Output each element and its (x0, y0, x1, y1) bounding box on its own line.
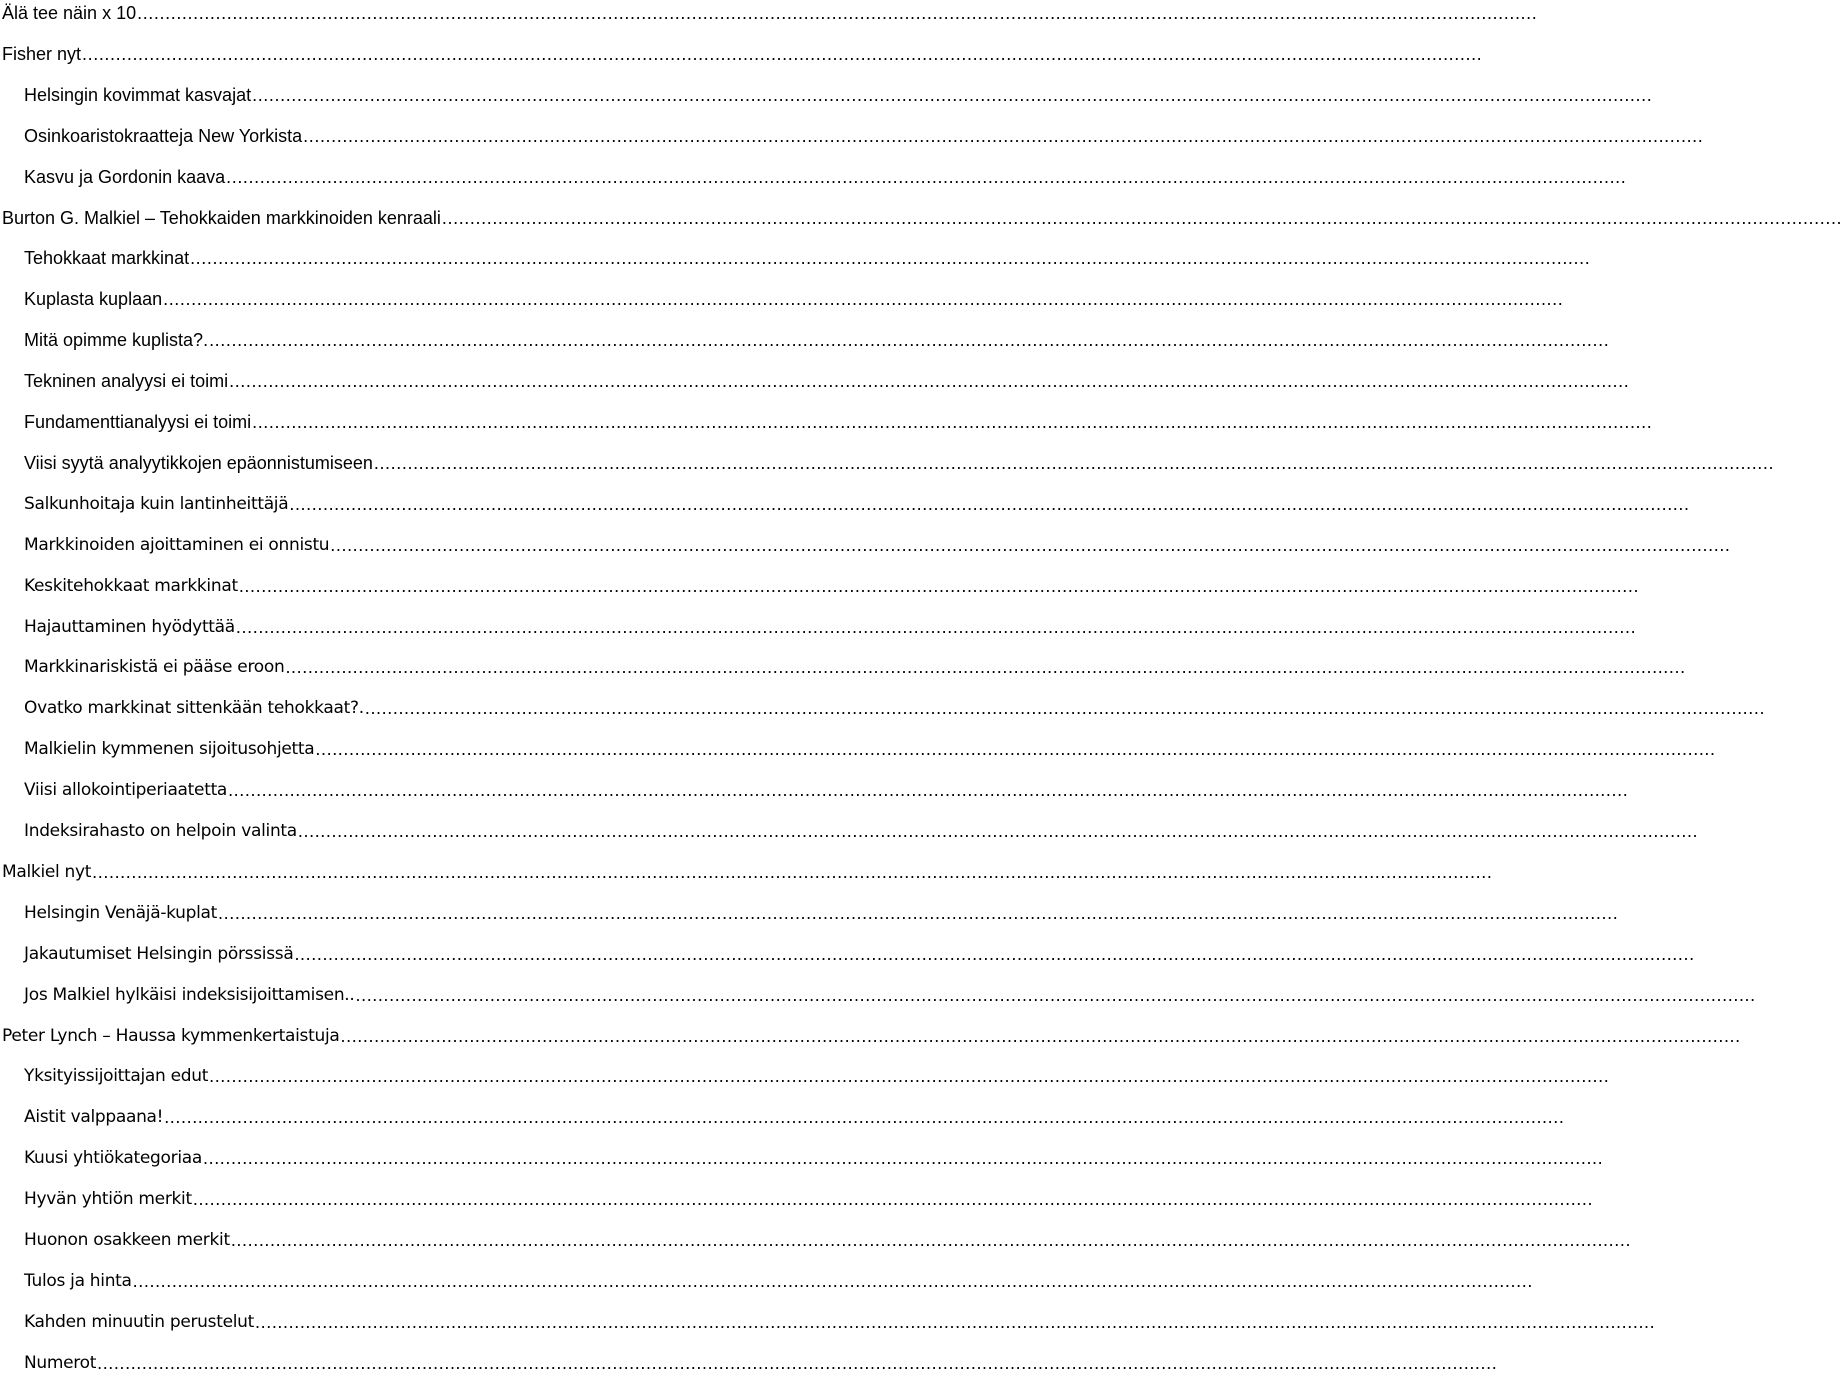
toc-entry[interactable] (24, 245, 1591, 269)
dot-leader: .......................................................................................................................................................................................................................................................... (209, 1066, 1610, 1087)
dot-leader: .......................................................................................................................................................................................................................................................... (238, 575, 1640, 596)
toc-entry[interactable] (24, 327, 1610, 351)
toc-entry-title: Salkunhoitaja kuin lantinheittäjä (24, 493, 289, 514)
dot-leader: .......................................................................................................................................................................................................................................................... (289, 493, 1690, 514)
dot-leader: .......................................................................................................................................................................................................................................................... (97, 1352, 1498, 1373)
toc-entry-title: Kuusi yhtiökategoriaa (24, 1148, 202, 1169)
toc-entry[interactable] (24, 982, 1756, 1006)
dot-leader: .......................................................................................................................................................................................................................................................... (294, 943, 1695, 964)
toc-entry-title: Markkinoiden ajoittaminen ei onnistu (24, 534, 330, 555)
toc-entry[interactable] (24, 1186, 1594, 1210)
dot-leader: .......................................................................................................................................................................................................................................................... (441, 207, 1842, 228)
dot-leader: .......................................................................................................................................................................................................................................................... (229, 371, 1630, 392)
toc-entry[interactable] (24, 654, 1686, 678)
toc-entry-title: Hyvän yhtiön merkit (24, 1189, 192, 1210)
dot-leader: .......................................................................................................................................................................................................................................................... (209, 330, 1610, 351)
toc-entry-title: Kuplasta kuplaan (24, 289, 163, 310)
dot-leader: .......................................................................................................................................................................................................................................................... (137, 3, 1538, 23)
dot-leader: .......................................................................................................................................................................................................................................................... (190, 248, 1591, 269)
dot-leader: .......................................................................................................................................................................................................................................................... (297, 821, 1699, 841)
toc-entry[interactable] (24, 450, 1775, 474)
toc-entry-title: Kahden minuutin perustelut (24, 1311, 255, 1332)
toc-entry[interactable] (24, 82, 1653, 106)
toc-entry-title: Malkielin kymmenen sijoitusohjetta (24, 739, 315, 760)
toc-entry[interactable] (24, 1350, 1498, 1374)
toc-entry[interactable] (24, 1309, 1656, 1333)
toc-entry-title: Burton G. Malkiel – Tehokkaiden markkinoiden kenraali (2, 207, 441, 228)
dot-leader: .......................................................................................................................................................................................................................................................... (255, 1311, 1656, 1332)
toc-entry-title: Malkiel nyt (2, 861, 92, 882)
toc-entry[interactable] (24, 900, 1619, 924)
toc-entry[interactable] (24, 614, 1637, 638)
dot-leader: .......................................................................................................................................................................................................................................................... (252, 84, 1653, 105)
toc-entry[interactable] (24, 941, 1695, 965)
toc-entry-title: Indeksirahasto on helpoin valinta (24, 821, 297, 841)
toc-entry-title: Älä tee näin x 10 (2, 3, 137, 23)
toc-entry-title: Tulos ja hinta (24, 1270, 132, 1291)
toc-entry-title: Osinkoaristokraatteja New Yorkista (24, 125, 303, 146)
dot-leader: .......................................................................................................................................................................................................................................................... (330, 534, 1731, 555)
toc-entry[interactable] (24, 1145, 1604, 1169)
toc-entry-title: Viisi allokointiperiaatetta (24, 780, 228, 801)
dot-leader: .......................................................................................................................................................................................................................................................... (252, 412, 1653, 432)
toc-entry[interactable] (24, 286, 1564, 310)
dot-leader: .......................................................................................................................................................................................................................................................... (164, 1107, 1565, 1128)
dot-leader: .......................................................................................................................................................................................................................................................... (228, 780, 1629, 801)
dot-leader: .......................................................................................................................................................................................................................................................... (192, 1189, 1594, 1210)
toc-entry-title: Markkinariskistä ei pääse eroon (24, 657, 285, 678)
toc-entry[interactable] (24, 491, 1690, 515)
dot-leader: .......................................................................................................................................................................................................................................................... (132, 1270, 1533, 1291)
dot-leader: .......................................................................................................................................................................................................................................................... (92, 861, 1493, 882)
dot-leader: .......................................................................................................................................................................................................................................................... (373, 452, 1775, 473)
dot-leader: .......................................................................................................................................................................................................................................................... (226, 166, 1627, 187)
toc-entry[interactable] (2, 859, 1493, 883)
toc-entry-title: Jos Malkiel hylkäisi indeksisijoittamisen.. (24, 984, 355, 1005)
toc-entry-title: Helsingin kovimmat kasvajat (24, 84, 252, 105)
toc-entry-title: Aistit valppaana! (24, 1107, 164, 1128)
toc-entry[interactable] (24, 1268, 1533, 1292)
toc-entry-title: Tekninen analyysi ei toimi (24, 371, 229, 392)
toc-entry[interactable] (24, 368, 1630, 392)
toc-entry-title: Huonon osakkeen merkit (24, 1230, 230, 1250)
toc-entry-title: Mitä opimme kuplista?. (24, 330, 209, 351)
dot-leader: .......................................................................................................................................................................................................................................................... (218, 902, 1619, 923)
dot-leader: .......................................................................................................................................................................................................................................................... (203, 1148, 1604, 1169)
toc-entry-title: Keskitehokkaat markkinat (24, 575, 238, 596)
toc-entry[interactable] (24, 573, 1640, 597)
dot-leader: .......................................................................................................................................................................................................................................................... (235, 616, 1637, 637)
toc-entry[interactable] (24, 695, 1766, 719)
toc-entry[interactable] (24, 1063, 1610, 1087)
dot-leader: .......................................................................................................................................................................................................................................................... (340, 1025, 1741, 1046)
toc-entry-title: Peter Lynch – Haussa kymmenkertaistuja (2, 1025, 340, 1046)
dot-leader: .......................................................................................................................................................................................................................................................... (303, 125, 1704, 146)
dot-leader: .......................................................................................................................................................................................................................................................... (364, 698, 1766, 719)
toc-entry-title: Fundamenttianalyysi ei toimi (24, 412, 252, 432)
dot-leader: .......................................................................................................................................................................................................................................................... (315, 739, 1716, 760)
toc-entry[interactable] (2, 205, 1842, 229)
toc-entry[interactable] (24, 818, 1699, 842)
dot-leader: .......................................................................................................................................................................................................................................................... (355, 984, 1756, 1005)
dot-leader: .......................................................................................................................................................................................................................................................... (82, 43, 1483, 64)
toc-entry[interactable] (24, 1104, 1565, 1128)
toc-entry[interactable] (2, 1023, 1741, 1047)
dot-leader: .......................................................................................................................................................................................................................................................... (230, 1230, 1632, 1250)
dot-leader: .......................................................................................................................................................................................................................................................... (163, 289, 1564, 310)
toc-entry[interactable] (2, 0, 1538, 24)
toc-entry-title: Numerot (24, 1352, 97, 1373)
dot-leader: .......................................................................................................................................................................................................................................................... (285, 657, 1686, 678)
toc-entry-title: Helsingin Venäjä-kuplat (24, 902, 218, 923)
toc-entry[interactable] (24, 123, 1704, 147)
toc-entry-title: Jakautumiset Helsingin pörssissä (24, 943, 294, 964)
toc-entry[interactable] (24, 736, 1716, 760)
toc-entry[interactable] (24, 1227, 1632, 1251)
toc-entry-title: Ovatko markkinat sittenkään tehokkaat?. (24, 698, 364, 719)
toc-entry-title: Viisi syytä analyytikkojen epäonnistumiseen (24, 452, 373, 473)
toc-entry[interactable] (2, 41, 1483, 65)
toc-entry-title: Kasvu ja Gordonin kaava (24, 166, 226, 187)
toc-entry-title: Tehokkaat markkinat (24, 248, 190, 269)
toc-entry-title: Fisher nyt (2, 43, 82, 64)
toc-entry[interactable] (24, 777, 1629, 801)
toc-entry[interactable] (24, 409, 1653, 433)
toc-entry-title: Hajauttaminen hyödyttää (24, 616, 235, 637)
toc-entry-title: Yksityissijoittajan edut (24, 1066, 209, 1087)
toc-entry[interactable] (24, 532, 1731, 556)
toc-entry[interactable] (24, 164, 1627, 188)
